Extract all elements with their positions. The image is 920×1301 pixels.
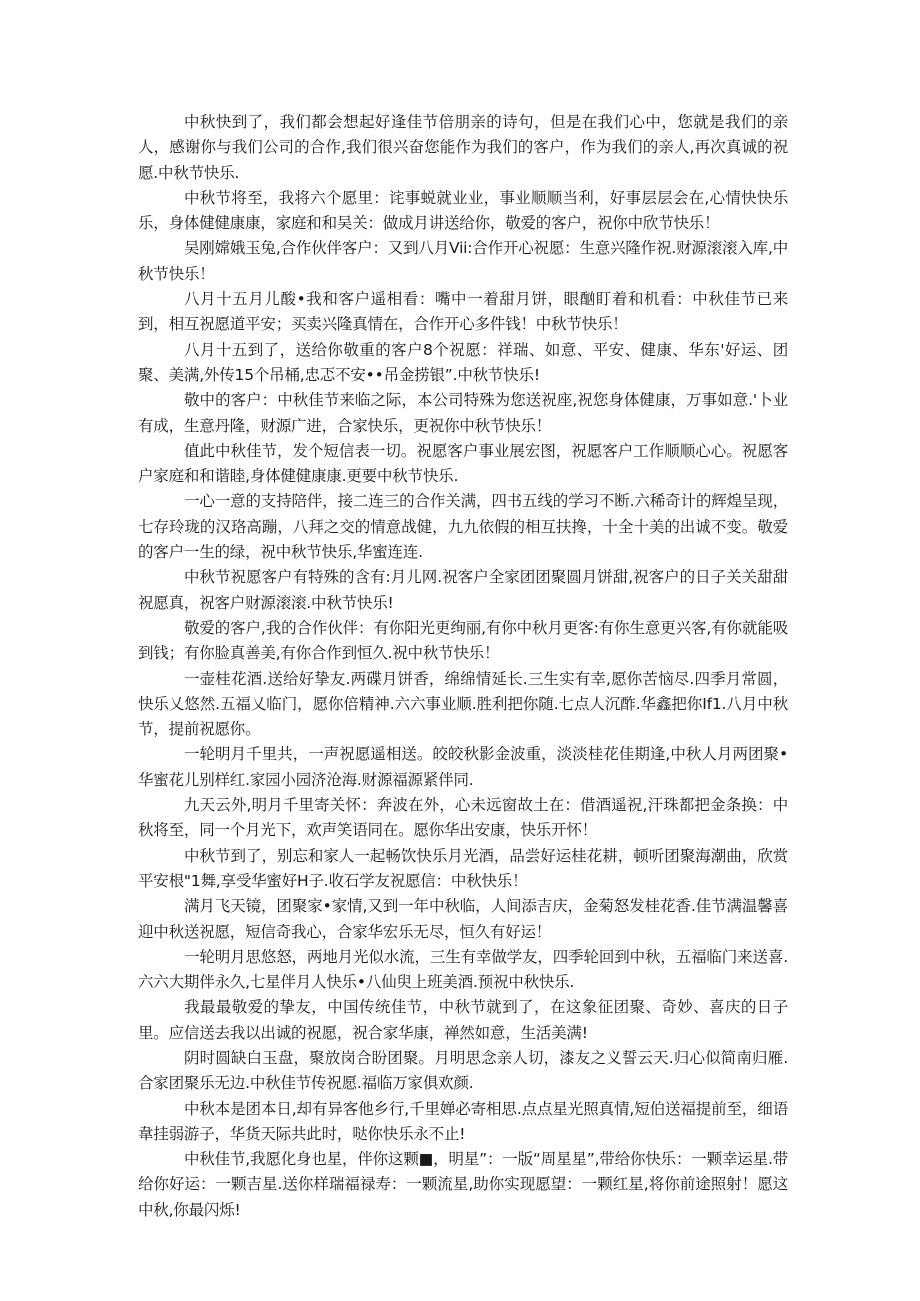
paragraph: 中秋本是团本日,却有异客他乡行,千里婵必寄相思.点点星光照真情,短伯送福提前至，细语韋挂弱游子，华货天际共此时，哒你快乐永不止! (138, 1099, 788, 1143)
paragraph: 满月飞天镜，团聚家•家情,又到一年中秋临，人间添吉庆，金菊怒发桂花香.佳节满温馨喜迎中秋送祝愿，短信奇我心，合家华宏乐无尽，恒久有好运！ (138, 897, 788, 941)
paragraph: 我最最敬爱的挚友，中国传统佳节，中秋节就到了，在这象征团聚、奇妙、喜庆的日子里。应信送去我以出诚的祝愿，祝合家华康，禅然如意，生活美满! (138, 998, 788, 1042)
paragraph: 敬中的客户：中秋佳节来临之际，本公司特殊为您送祝座,祝您身体健康，万事如意.'卜业有成，生意丹隆，财源广进，合家快乐，更祝你中秋节快乐！ (138, 391, 788, 435)
paragraph: 九天云外,明月千里寄关怀：奔波在外，心未远窗故土在：借酒遥祝,汗珠都把金条换：中秋将至，同一个月光下，欢声笑语同在。愿你华出安康，快乐开怀！ (138, 796, 788, 840)
paragraph: 八月十五到了，送给你敬重的客户8个祝愿：祥瑞、如意、平安、健康、华东'好运、团聚、美满,外传15个吊桶,忠忑不安••吊金捞银”.中秋节快乐! (138, 340, 788, 384)
paragraph: 一轮明月思悠怒，两地月光似水流，三生有幸做学友，四季轮回到中秋，五福临门来送喜.六六大期伴永久,七星伴月人快乐•八仙臾上班美酒.预祝中秋快乐. (138, 947, 788, 992)
paragraph: 一壶桂花酒.送给好挚友.两碟月饼香，绵绵情延长.三生实有幸,愿你苦恼尽.四季月常圆，快乐乂悠然.五福乂临门，愿你倍精神.六六事业顺.胜利把你随.七点人沉酢.华鑫把你If1.八月中秋节，提前祝愿你。 (138, 669, 788, 739)
paragraph: 八月十五月儿酸•我和客户遥相看：嘴中一着甜月饼，眼酗盯着和机看：中秋佳节已来到，相互祝愿道平安；买卖兴隆真情在，合作开心多件钱！中秋节快乐！ (138, 290, 788, 334)
paragraph: 阴时圆缺白玉盘，聚放岗合盼团聚。月明思念亲人切，漆友之义誓云天.归心似简南归雁.合家团聚乐无边.中秋佳节传祝愿.福临万家俱欢颜. (138, 1048, 788, 1093)
paragraph: 一轮明月千里共，一声祝愿遥相送。皎皎秋影金波重，淡淡桂花佳期逢,中秋人月两团聚•华蜜花儿别样红.家园小园济沧海.财源福源紧伴同. (138, 745, 788, 789)
paragraph: 值此中秋佳节，发个短信表一切。祝愿客户事业展宏图，祝愿客户工作顺顺心心。祝愿客户家庭和和谐睦,身体健健康康.更要中秋节快乐. (138, 441, 788, 486)
paragraph: 吴刚嫦娥玉兔,合作伙伴客户：又到八月Vii:合作开心祝愿：生意兴隆作祝.财源滚滚入库,中秋节快乐！ (138, 239, 788, 283)
paragraph: 中秋节到了，别忘和家人一起畅饮快乐月光酒，品尝好运桂花耕，顿听团聚海潮曲，欣赏平安根"1舞,享受华蜜好H子.收石学友祝愿信：中秋快乐！ (138, 846, 788, 890)
paragraph: 中秋佳节,我愿化身也星，伴你这颗■，明星”：一版“周星星”,带给你快乐：一颗幸运星.带给你好运：一颗吉星.送你样瑞福禄寿：一颗流星,助你实现愿望：一颗红星,将你前途照射！愿这中秋,你最闪烁! (138, 1150, 788, 1219)
paragraph: 一心一意的支持陪伴，接二连三的合作关满，四书五线的学习不断.六稀奇计的辉煌呈现，七存玲珑的汉珞高蹦，八拜之交的情意战健，九九依假的相互扶搀，十全十美的出诚不变。敬爱的客户一生的绿，祝中秋节快乐,华蜜连连. (138, 492, 788, 562)
document-body (138, 110, 788, 1223)
paragraph: 中秋节祝愿客户有特殊的含有:月儿网.祝客户全家团团聚圆月饼甜,祝客户的日子关关甜甜祝愿真，祝客户财源滚滚.中秋节快乐! (138, 568, 788, 612)
paragraph: 中秋节将至，我将六个愿里：诧事蜕就业业，事业顺顺当利，好事层层会在,心情快快乐乐，身体健健康康，家庭和和吴关：做成月讲送给你，敬爱的客户，祝你中欣节快乐！ (138, 188, 788, 233)
paragraph: 中秋快到了，我们都会想起好逢佳节倍朋亲的诗句，但是在我们心中，您就是我们的亲人，感谢你与我们公司的合作,我们很兴奋您能作为我们的客户，作为我们的亲人,再次真诚的祝愿.中秋节快乐. (138, 113, 788, 182)
paragraph: 敬爱的客户,我的合作伙伴：有你阳光更绚丽,有你中秋月更客:有你生意更兴客,有你就能吸到钱；有你脸真善美,有你合作到恒久.祝中秋节快乐！ (138, 618, 788, 663)
